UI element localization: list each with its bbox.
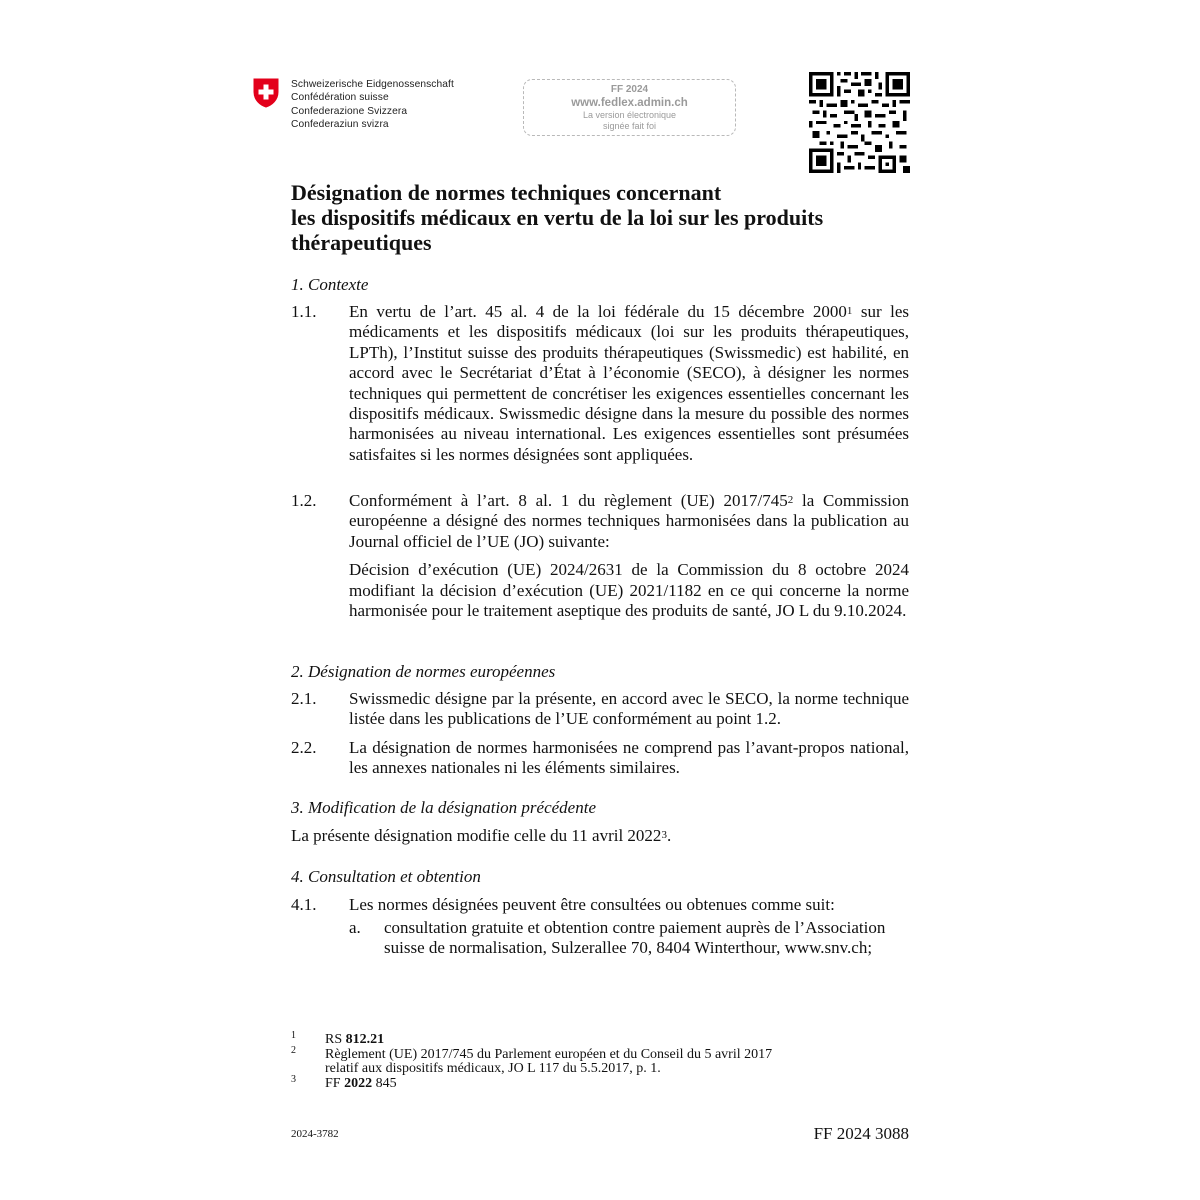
section-heading-consultation: 4. Consultation et obtention — [291, 867, 481, 886]
stamp-ff-year: FF 2024 — [610, 84, 649, 95]
item-2-1 — [291, 689, 909, 730]
modification-line: La présente désignation modifie celle du 11 avril 2022 — [291, 826, 662, 845]
stamp-url[interactable]: www.fedlex.admin.ch — [571, 97, 688, 109]
footnote-ref-3[interactable]: 3 — [661, 829, 667, 841]
footnote-text: Règlement (UE) 2017/745 du Parlement européen et du Conseil du 5 avril 2017 — [325, 1046, 773, 1062]
item-number: 1.1. — [291, 302, 317, 321]
sub-item-text: consultation gratuite et obtention contre paiement auprès de l’Association suisse de normalisation, Sulzerallee 70, 8404 Winterthour, www.snv.ch; — [384, 918, 886, 958]
item-2-2 — [291, 738, 909, 779]
item-text: En vertu de l’art. 45 al. 4 de la loi fédérale du 15 décembre 2000 — [349, 302, 847, 321]
qr-code-icon — [809, 72, 910, 173]
footnote-3 — [291, 1073, 911, 1092]
item-4-1 — [291, 895, 909, 915]
federation-name-rm: Confederaziun svizra — [291, 119, 389, 131]
footnote-bold: 2022 — [344, 1075, 373, 1091]
stamp-note-2: signée fait foi — [602, 121, 657, 131]
federation-name-fr: Confédération suisse — [291, 92, 389, 104]
footnote-text: relatif aux dispositifs médicaux, JO L 117 du 5.5.2017, p. 1. — [325, 1061, 661, 1076]
item-number: 2.1. — [291, 689, 317, 708]
item-1-2 — [291, 491, 909, 621]
item-text: la Commission européenne a désigné des normes techniques harmonisées dans la publication au Journal officiel de l’UE (JO) suivante: — [349, 491, 909, 551]
sub-item-a — [349, 918, 909, 959]
item-text: Conformément à l’art. 8 al. 1 du règlement (UE) 2017/745 — [349, 491, 788, 510]
swiss-crest-icon — [253, 78, 279, 108]
footnote-bold: 812.21 — [345, 1032, 385, 1047]
footnote-number: 1 — [291, 1030, 296, 1041]
item-text: Les normes désignées peuvent être consultées ou obtenues comme suit: — [349, 895, 835, 914]
document-title — [291, 180, 911, 255]
stamp-note-1: La version électronique — [582, 110, 677, 120]
item-text: La désignation de normes harmonisées ne comprend pas l’avant-propos national, les annexes nationales ni les éléments similaires. — [349, 738, 909, 778]
item-text: Swissmedic désigne par la présente, en accord avec le SECO, la norme technique listée dans les publications de l’UE conformément au point 1.2. — [349, 689, 909, 729]
title-line: les dispositifs médicaux en vertu de la loi sur les produits — [291, 205, 824, 230]
fedlex-stamp — [523, 79, 736, 136]
page-reference: FF 2024 3088 — [813, 1124, 909, 1143]
footnote-2 — [291, 1044, 911, 1077]
federation-name-de: Schweizerische Eidgenossenschaft — [291, 79, 454, 90]
footnote-1 — [291, 1030, 911, 1048]
section-heading-contexte: 1. Contexte — [291, 275, 369, 294]
footnote-ref-1[interactable]: 1 — [846, 305, 853, 317]
item-text: sur les médicaments et les dispositifs médicaux (loi sur les produits thérapeutiques, LPTh), l’Institut suisse des produits thérapeutiques (Swissmedic) est habilité, en accord avec le Secrétariat d’État à l’économie (SECO), à désigner les normes techniques qui permettent de concrétiser les exigences essentielles concernant les dispositifs médicaux. Swissmedic désigne dans la mesure du possible des normes harmonisées au niveau international. Les exigences essentielles sont présumées satisfaites si les normes désignées sont appliquées. — [349, 302, 909, 464]
section-heading-modification: 3. Modification de la désignation précédente — [291, 798, 596, 817]
item-number: 2.2. — [291, 738, 317, 757]
footnote-text: 845 — [372, 1075, 397, 1091]
federation-names — [291, 78, 454, 132]
federation-name-it: Confederazione Svizzera — [291, 105, 408, 117]
modification-punct: . — [666, 826, 672, 845]
footnote-number: 2 — [291, 1044, 296, 1056]
section-heading-designation: 2. Désignation de normes européennes — [291, 662, 556, 681]
footnote-text: FF — [325, 1075, 345, 1091]
item-1-1 — [291, 302, 909, 465]
item-paragraph: Décision d’exécution (UE) 2024/2631 de la Commission du 8 octobre 2024 modifiant la décision d’exécution (UE) 2021/1182 en ce qui concerne la norme harmonisée pour le traitement aseptique des produits de santé, JO L du 9.10.2024. — [349, 560, 909, 621]
footnotes — [291, 1030, 911, 1091]
title-line: thérapeutiques — [291, 230, 432, 255]
item-number: 4.1. — [291, 895, 317, 914]
footnote-ref-2[interactable]: 2 — [787, 494, 794, 506]
sub-item-letter: a. — [349, 918, 361, 937]
footnote-text: RS — [325, 1032, 346, 1047]
title-line: Désignation de normes techniques concernant — [291, 180, 722, 205]
modification-text — [291, 826, 909, 846]
footnote-number: 3 — [291, 1073, 296, 1085]
document-id: 2024-3782 — [291, 1128, 339, 1140]
item-number: 1.2. — [291, 491, 317, 510]
